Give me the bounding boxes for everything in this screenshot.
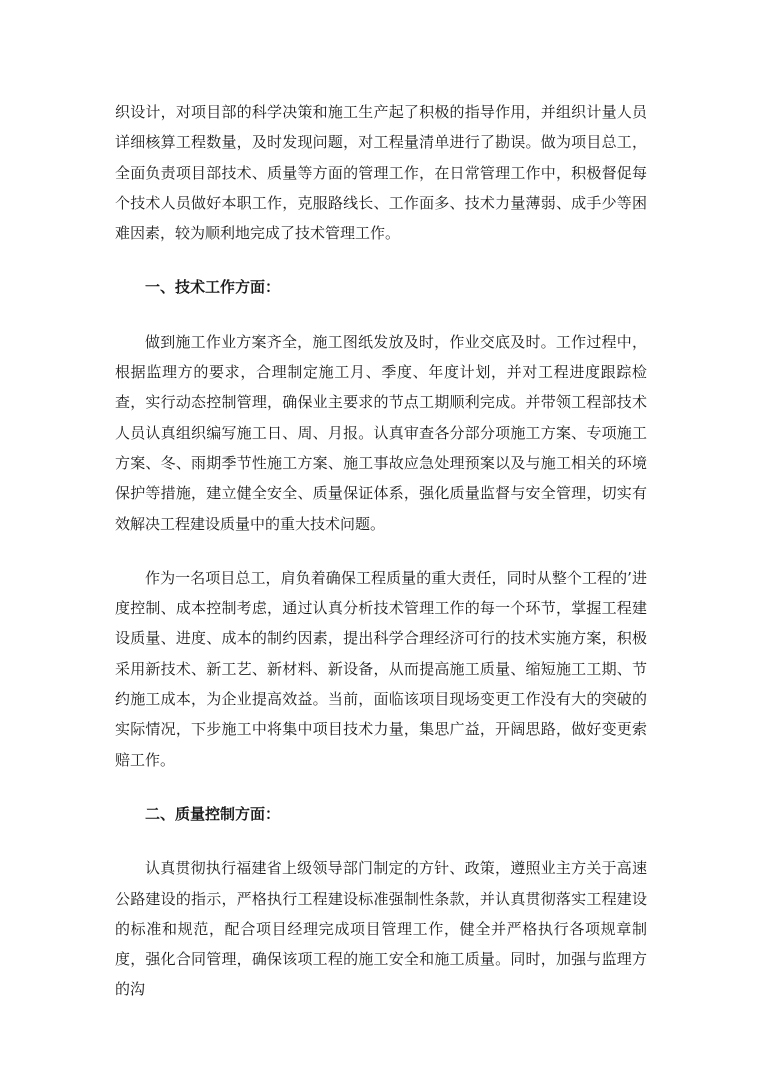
- paragraph-gap: [115, 829, 647, 853]
- document-page: [115, 97, 647, 1005]
- quality-paragraph-1: 认真贯彻执行福建省上级领导部门制定的方针、政策，遵照业主方关于高速公路建设的指示，严格执行工程建设标准强制性条款，并认真贯彻落实工程建设的标准和规范，配合项目经理完成项目管理工作，健全并严格执行各项规章制度，强化合同管理，确保该项工程的施工安全和施工质量。同时，加强与监理方的沟: [115, 859, 647, 999]
- section-heading-quality: 二、质量控制方面：: [145, 804, 281, 823]
- section-heading-technical: 一、技术工作方面：: [145, 278, 281, 297]
- intro-paragraph: 织设计，对项目部的科学决策和施工生产起了积极的指导作用，并组织计量人员详细核算工程数量，及时发现问题，对工程量清单进行了勘误。做为项目总工，全面负责项目部技术、质量等方面的管理工作，在日常管理工作中，积极督促每个技术人员做好本职工作，克服路线长、工作面多、技术力量薄弱、成手少等困难因素，较为顺利地完成了技术管理工作。: [115, 103, 647, 243]
- paragraph-gap: [115, 539, 647, 563]
- paragraph-gap: [115, 775, 647, 799]
- paragraph-gap: [115, 248, 647, 272]
- paragraph-gap: [115, 303, 647, 327]
- technical-paragraph-2: 作为一名项目总工，肩负着确保工程质量的重大责任，同时从整个工程的’进度控制、成本控制考虑，通过认真分析技术管理工作的每一个环节，掌握工程建设质量、进度、成本的制约因素，提出科学合理经济可行的技术实施方案，积极采用新技术、新工艺、新材料、新设备，从而提高施工质量、缩短施工工期、节约施工成本，为企业提高效益。当前，面临该项目现场变更工作没有大的突破的实际情况，下步施工中将集中项目技术力量，集思广益，开阔思路，做好变更索赔工作。: [115, 568, 647, 769]
- technical-paragraph-1: 做到施工作业方案齐全，施工图纸发放及时，作业交底及时。工作过程中，根据监理方的要求，合理制定施工月、季度、年度计划，并对工程进度跟踪检查，实行动态控制管理，确保业主要求的节点工期顺利完成。并带领工程部技术人员认真组织编写施工日、周、月报。认真审查各分部分项施工方案、专项施工方案、冬、雨期季节性施工方案、施工事故应急处理预案以及与施工相关的环境保护等措施，建立健全安全、质量保证体系，强化质量监督与安全管理，切实有效解决工程建设质量中的重大技术问题。: [115, 332, 647, 533]
